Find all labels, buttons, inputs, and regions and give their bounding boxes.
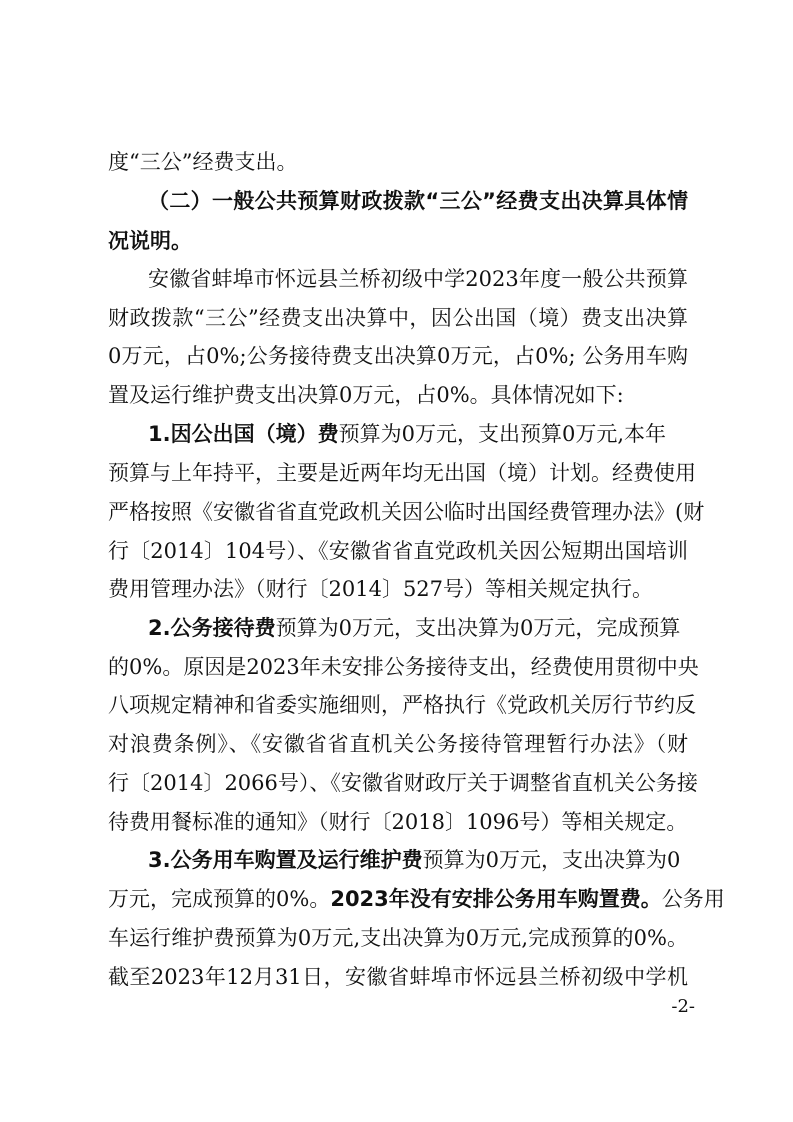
paragraph-line: 安徽省蚌埠市怀远县兰桥初级中学2023年度一般公共预算 [148,267,688,291]
paragraph-line [148,419,688,449]
paragraph-line [148,845,688,875]
paragraph-line: 行〔2014〕2066号）、《安徽省财政厅关于调整省直机关公务接 [108,771,698,795]
item-heading: 1.因公出国（境）费 [148,422,339,446]
section-heading-line: 况说明。 [108,229,192,253]
paragraph-line: 截至2023年12月31日，安徽省蚌埠市怀远县兰桥初级中学机 [108,965,688,989]
section-heading-line: （二）一般公共预算财政拨款“三公”经费支出决算具体情 [148,189,688,213]
paragraph-line [148,613,688,643]
inline-text: 预算为0万元，支出决算为0万元，完成预算 [275,616,681,640]
paragraph-line: 严格按照《安徽省省直党政机关因公临时出国经费管理办法》(财 [108,500,705,524]
inline-text: 预算为0万元，支出决算为0 [422,848,681,872]
paragraph-line: 预算与上年持平，主要是近两年均无出国（境）计划。经费使用 [108,461,696,485]
paragraph-line: 车运行维护费预算为0万元,支出决算为0万元,完成预算的0%。 [108,926,688,950]
paragraph-line: 待费用餐标准的通知》（财行〔2018〕1096号）等相关规定。 [108,810,688,834]
paragraph-line: 费用管理办法》（财行〔2014〕527号）等相关规定执行。 [108,577,654,601]
paragraph-line: 度“三公”经费支出。 [108,150,298,174]
inline-emphasis: 2023年没有安排公务用车购置费。 [330,887,662,911]
item-heading: 2.公务接待费 [148,616,276,640]
paragraph-line: 的0%。原因是2023年未安排公务接待支出，经费使用贯彻中央 [108,655,699,679]
paragraph-line: 对浪费条例》、《安徽省省直机关公务接待管理暂行办法》（财 [108,732,688,756]
paragraph-line [108,884,725,914]
paragraph-line: 置及运行维护费支出决算0万元，占0%。具体情况如下: [108,383,624,407]
paragraph-line: 0万元，占0%;公务接待费支出决算0万元，占0%; 公务用车购 [108,344,688,368]
inline-text: 公务用 [661,887,725,911]
paragraph-line: 行〔2014〕104号）、《安徽省省直党政机关因公短期出国培训 [108,539,688,563]
item-heading: 3.公务用车购置及运行维护费 [148,848,423,872]
inline-text: 预算为0万元，支出预算0万元,本年 [338,422,666,446]
paragraph-line: 八项规定精神和省委实施细则，严格执行《党政机关厉行节约反 [108,693,696,717]
paragraph-line: 财政拨款“三公”经费支出决算中，因公出国（境）费支出决算 [108,306,688,330]
inline-text: 万元，完成预算的0%。 [108,887,331,911]
page-number: -2- [671,996,695,1017]
